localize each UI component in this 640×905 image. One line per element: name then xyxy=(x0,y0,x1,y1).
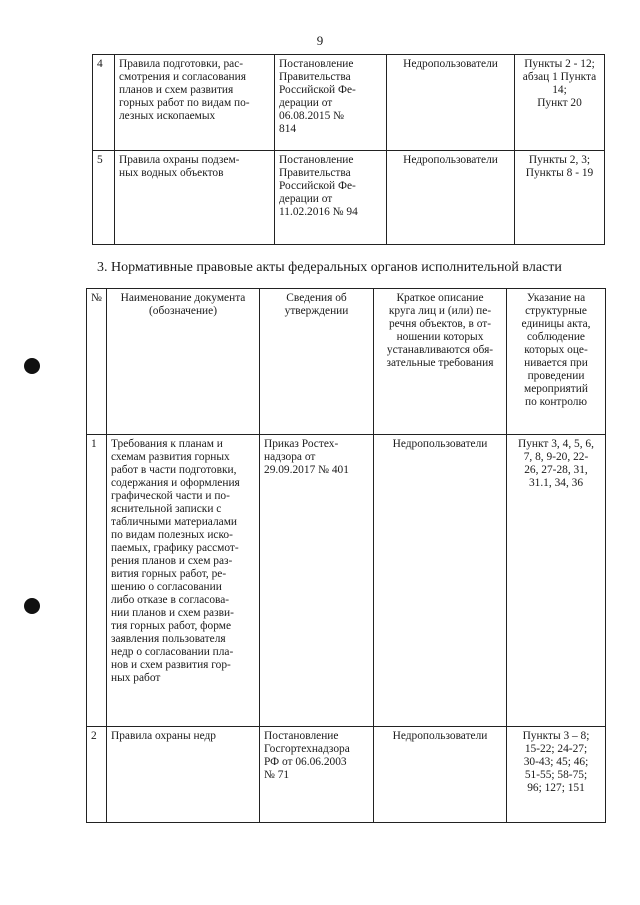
row-number: 4 xyxy=(93,55,115,151)
approval-cell: Постановление Правительства Российской Фе- дерации от 06.08.2015 № 814 xyxy=(275,55,387,151)
header-document-name: Наименование документа (обозначение) xyxy=(107,289,260,435)
header-persons: Краткое описание круга лиц и (или) пе- речня объектов, в от- ношении которых устанавливаются обя- зательные требования xyxy=(374,289,507,435)
page-number: 9 xyxy=(316,33,324,48)
row-number: 1 xyxy=(87,435,107,727)
approval-cell: Постановление Правительства Российской Фе- дерации от 11.02.2016 № 94 xyxy=(275,151,387,245)
punch-hole xyxy=(24,598,40,614)
row-number: 2 xyxy=(87,727,107,823)
items-cell: Пункт 3, 4, 5, 6, 7, 8, 9-20, 22- 26, 27-28, 31, 31.1, 34, 36 xyxy=(507,435,606,727)
table-row xyxy=(87,727,606,823)
header-number: № xyxy=(87,289,107,435)
persons-cell: Недропользователи xyxy=(387,55,515,151)
approval-cell: Приказ Ростех- надзора от 29.09.2017 № 401 xyxy=(260,435,374,727)
section-heading: 3. Нормативные правовые акты федеральных органов исполнительной власти xyxy=(97,260,562,275)
persons-cell: Недропользователи xyxy=(374,435,507,727)
document-name-cell: Правила охраны недр xyxy=(107,727,260,823)
table-header-row xyxy=(87,289,606,435)
document-name-cell: Требования к планам и схемам развития горных работ в части подготовки, содержания и оформления графической части и по- яснительной записки с табличными материалами по видам полезных иско- паемых, графику рассмот- рения планов и схем раз- вития горных работ, ре- шению о согласовании либо отказе в согласова- нии планов и схем разви- тия горных работ, форме заявления пользователя недр о согласовании пла- нов и схем развития гор- ных работ xyxy=(107,435,260,727)
row-number: 5 xyxy=(93,151,115,245)
header-items: Указание на структурные единицы акта, соблюдение которых оце- нивается при проведении мероприятий по контролю xyxy=(507,289,606,435)
punch-hole xyxy=(24,358,40,374)
table-row xyxy=(93,55,605,151)
table-1 xyxy=(92,54,605,245)
persons-cell: Недропользователи xyxy=(374,727,507,823)
items-cell: Пункты 2 - 12; абзац 1 Пункта 14; Пункт 20 xyxy=(515,55,605,151)
approval-cell: Постановление Госгортехнадзора РФ от 06.06.2003 № 71 xyxy=(260,727,374,823)
document-name-cell: Правила подготовки, рас- смотрения и согласования планов и схем развития горных работ по видам по- лезных ископаемых xyxy=(115,55,275,151)
items-cell: Пункты 2, 3; Пункты 8 - 19 xyxy=(515,151,605,245)
table-row xyxy=(87,435,606,727)
document-name-cell: Правила охраны подзем- ных водных объектов xyxy=(115,151,275,245)
items-cell: Пункты 3 – 8; 15-22; 24-27; 30-43; 45; 46; 51-55; 58-75; 96; 127; 151 xyxy=(507,727,606,823)
persons-cell: Недропользователи xyxy=(387,151,515,245)
table-row xyxy=(93,151,605,245)
header-approval: Сведения об утверждении xyxy=(260,289,374,435)
table-2 xyxy=(86,288,606,823)
